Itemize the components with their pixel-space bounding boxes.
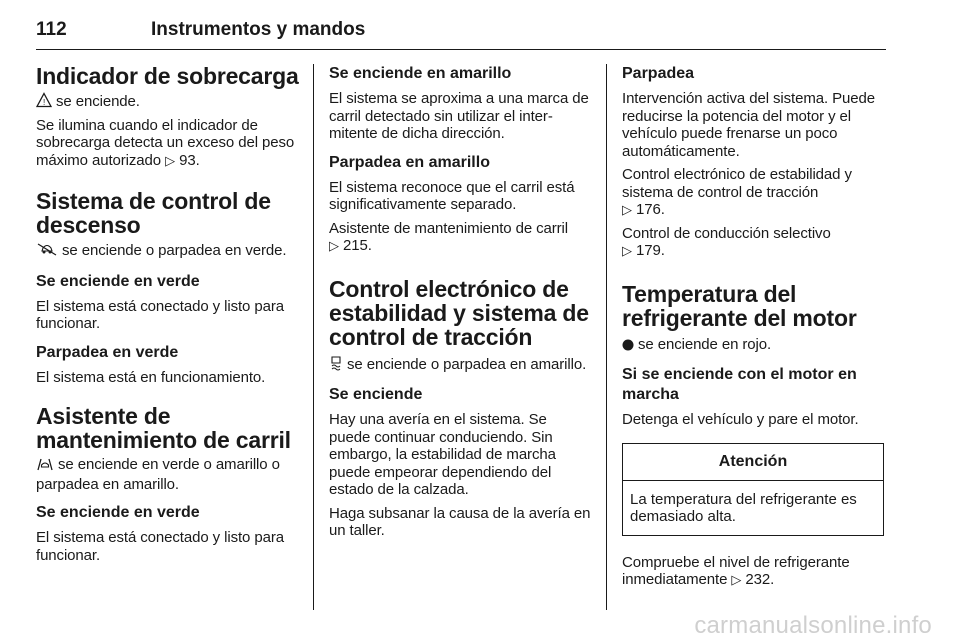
page-reference-arrow-icon: ▷ [622,243,632,258]
column-divider [313,64,314,610]
caution-title: Atención [623,444,883,481]
subheading-blink: Parpadea [622,65,695,82]
page-reference-arrow-icon: ▷ [731,572,742,587]
esc-skid-icon [329,355,343,376]
column-3 [622,64,888,610]
esc-on-text: Hay una avería en el sistema. Se puede continuar conduciendo. Sin embargo, la estabilidad de marcha puede empeorar dependiendo del estado de la calzada. [329,411,556,498]
lane-status: se enciende en verde o amarillo o parpadea en amarillo. [36,456,280,493]
subheading-yellow-blink: Parpadea en amarillo [329,153,490,171]
caution-box [622,443,884,536]
coolant-status: se enciende en rojo. [622,336,888,356]
subheading-lane-green: Se enciende en verde [36,504,200,521]
section-title-descent-control: Sistema de control de descenso [36,188,271,238]
chapter-title: Instrumentos y mandos [151,19,366,40]
hill-descent-icon [36,241,58,262]
watermark-text: carmanualsonline.info [694,612,932,639]
subheading-green-on: Se enciende en verde [36,272,200,290]
column-2 [329,64,591,610]
page-header [36,8,886,50]
section-title-lane-assist: Asistente de mantenimiento de carril [36,403,291,453]
page-reference-arrow-icon: ▷ [329,238,339,253]
coolant-check-text: Compruebe el nivel de refrigerante inmediatamente ▷ 232. [622,553,850,588]
section-title-esc: Control electrónico de estabilidad y sistema de control de tracción [329,275,589,350]
coolant-stop-text: Detenga el vehículo y pare el motor. [622,411,859,428]
lane-green-text: El sistema está conectado y listo para funcionar. [36,529,284,564]
descent-status: se enciende o parpadea en verde. [36,241,304,262]
overload-status: ! se enciende. [36,92,304,113]
lane-yellow-on-text: El sistema se aproxima a una marca de carril detectado sin utilizar el intermitente de dicha dirección. [329,90,589,142]
lane-yellow-blink-text: El sistema reconoce que el carril está significativamente separado. [329,178,575,213]
descent-green-blink-text: El sistema está en funcionamiento. [36,368,266,386]
esc-reference: Control electrónico de estabilidad y sistema de control de tracción ▷ 176. [622,166,852,218]
column-1 [36,64,304,610]
subheading-green-blink: Parpadea en verde [36,343,179,361]
subheading-esc-on: Se enciende [329,386,423,403]
subheading-yellow-on: Se enciende en amarillo [329,65,512,82]
section-title-overload: Indicador de sobrecarga [36,64,299,89]
lane-assist-reference: Asistente de mantenimiento de carril ▷ 215. [329,219,569,254]
section-title-coolant: Temperatura del refrigerante del motor [622,280,857,331]
column-divider [606,64,607,610]
caution-body: La temperatura del refrigerante es demasiado alta. [630,490,857,525]
lane-keep-icon [36,457,54,476]
page-number: 112 [36,19,67,40]
filled-circle-icon [622,338,634,356]
page-reference-arrow-icon: ▷ [622,202,632,217]
esc-workshop-text: Haga subsanar la causa de la avería en un taller. [329,504,591,539]
overload-description: Se ilumina cuando el indicador de sobrecarga detecta un exceso del peso máximo autorizado ▷ 93. [36,116,295,169]
page-reference-arrow-icon: ▷ [165,152,176,168]
descent-green-on-text: El sistema está conectado y listo para funcionar. [36,297,284,332]
subheading-engine-running: Si se enciende con el motor en marcha [622,366,857,403]
drive-control-reference: Control de conducción selectivo ▷ 179. [622,224,831,259]
esc-status: se enciende o parpadea en amarillo. [329,355,591,376]
svg-text:!: ! [42,98,46,107]
overload-warning-icon [36,92,52,113]
esc-blink-text: Intervención activa del sistema. Puede reducirse la potencia del motor y el vehículo puede frenarse un poco automáticamente. [622,90,876,160]
